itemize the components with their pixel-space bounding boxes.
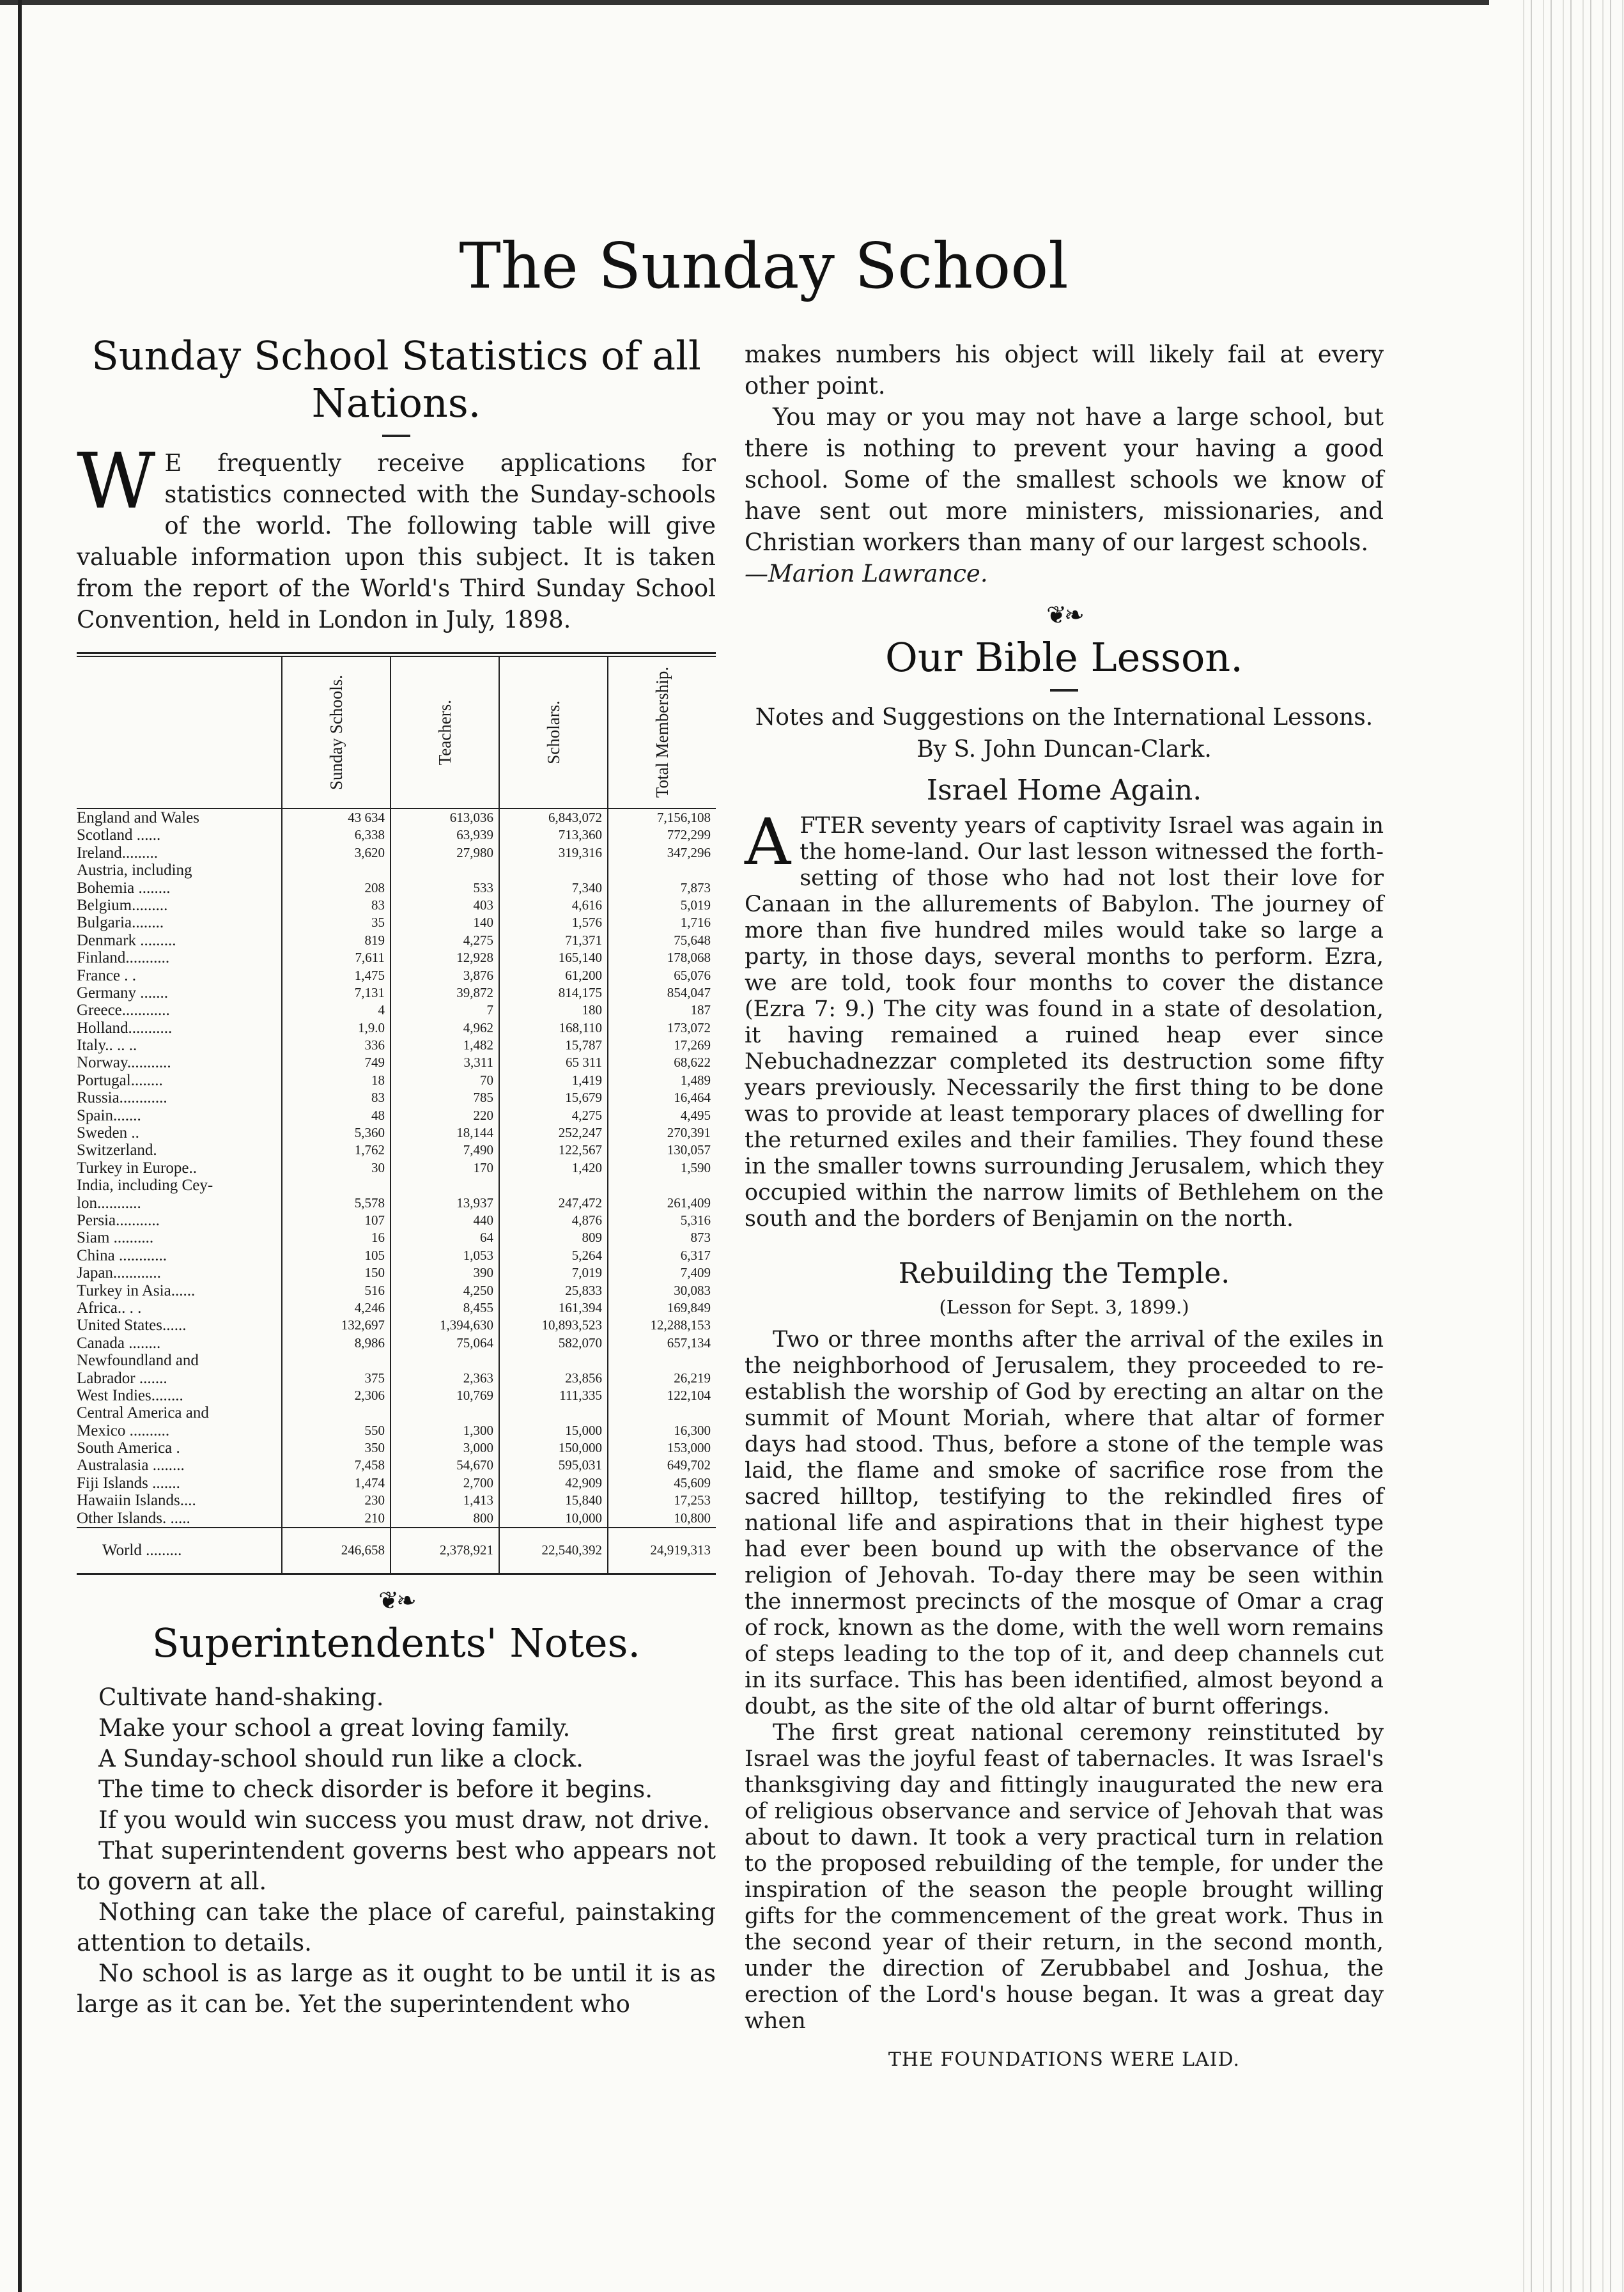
table-cell-teachers: 3,876 [463, 967, 493, 983]
table-cell-schools: 7,458 [354, 1457, 385, 1473]
country-name: Labrador ....... [77, 1369, 167, 1387]
table-cell-teachers: 3,000 [463, 1440, 493, 1456]
country-name: South America . [77, 1439, 180, 1457]
table-cell-scholars: 165,140 [558, 950, 602, 966]
country-name: Fiji Islands ....... [77, 1474, 180, 1492]
country-name: Switzerland. [77, 1142, 157, 1159]
statistics-heading: Sunday School Statistics of all Nations. [91, 332, 701, 426]
table-cell-total [608, 862, 711, 879]
table-cell-total: 657,134 [667, 1335, 711, 1351]
table-cell-teachers: 12,928 [456, 950, 493, 966]
table-cell-schools [282, 1352, 385, 1369]
table-cell-scholars: 10,893,523 [541, 1317, 602, 1333]
table-cell-total: 17,253 [674, 1492, 711, 1508]
part2-section [745, 1327, 1384, 2034]
table-cell-schools: 105 [364, 1247, 385, 1263]
table-cell-schools: 83 [371, 1090, 385, 1106]
table-cell-schools: 5,578 [354, 1195, 385, 1211]
table-cell-schools: 210 [364, 1510, 385, 1526]
table-cell-total: 187 [690, 1002, 711, 1018]
table-cell-total: 68,622 [674, 1055, 711, 1071]
table-cell-teachers: 75,064 [456, 1335, 493, 1351]
total-scholars: 22,540,392 [541, 1542, 602, 1558]
table-cell-scholars: 161,394 [558, 1299, 602, 1315]
page-left-border [18, 0, 22, 2292]
country-name: Persia........... [77, 1211, 160, 1229]
table-cell-schools: 6,338 [354, 827, 385, 843]
note-item: A Sunday-school should run like a clock. [98, 1745, 584, 1773]
table-cell-total: 122,104 [667, 1387, 711, 1403]
table-cell-teachers: 390 [473, 1265, 493, 1281]
table-cell-schools: 18 [371, 1072, 385, 1088]
table-cell-total: 45,609 [674, 1475, 711, 1491]
table-cell-scholars: 15,000 [565, 1422, 602, 1438]
table-cell-schools: 336 [364, 1037, 385, 1053]
bible-lesson-heading: Our Bible Lesson. [885, 634, 1243, 681]
country-name: Mexico .......... [77, 1421, 170, 1439]
heading-rule [1050, 689, 1078, 692]
country-name: lon........... [77, 1194, 141, 1212]
table-cell-schools: 83 [371, 897, 385, 913]
table-cell-teachers: 27,980 [456, 844, 493, 860]
country-name: Australasia ........ [77, 1457, 185, 1475]
table-cell-total: 7,409 [680, 1265, 711, 1281]
country-name: China ............ [77, 1246, 167, 1264]
left-column [77, 332, 716, 2020]
table-cell-teachers: 8,455 [463, 1299, 493, 1315]
table-cell-teachers: 10,769 [456, 1387, 493, 1403]
table-cell-teachers: 70 [480, 1072, 493, 1088]
table-cell-scholars: 150,000 [558, 1440, 602, 1456]
signature: —Marion Lawrance. [745, 560, 988, 587]
country-name: Norway........... [77, 1054, 171, 1072]
teachers-column [390, 809, 499, 1527]
table-cell-total: 65,076 [674, 967, 711, 983]
table-cell-schools: 1,475 [354, 967, 385, 983]
table-cell-scholars: 319,316 [558, 844, 602, 860]
note-item: The time to check disorder is before it begins. [98, 1776, 653, 1804]
table-cell-scholars [500, 1352, 602, 1369]
page-title: The Sunday School [459, 230, 1069, 303]
table-cell-total: 854,047 [667, 984, 711, 1000]
table-cell-scholars [500, 1404, 602, 1421]
table-cell-teachers [391, 862, 493, 879]
table-cell-schools: 132,697 [341, 1317, 385, 1333]
table-cell-teachers: 220 [473, 1107, 493, 1123]
table-cell-scholars: 111,335 [559, 1387, 602, 1403]
table-cell-teachers: 785 [473, 1090, 493, 1106]
table-cell-teachers: 1,413 [463, 1492, 493, 1508]
table-cell-teachers: 54,670 [456, 1457, 493, 1473]
table-cell-teachers: 4,250 [463, 1282, 493, 1298]
continuation-para-2: You may or you may not have a large school, but there is nothing to prevent your having a good school. Some of the smallest schools we know of have sent out more ministers, missionaries, and Christian workers than many of our largest schools. [745, 403, 1384, 556]
country-name: England and Wales [77, 809, 199, 826]
country-name: Turkey in Asia...... [77, 1282, 196, 1299]
page-top-border [0, 0, 1489, 5]
table-cell-total: 17,269 [674, 1037, 711, 1053]
table-cell-scholars: 1,419 [571, 1072, 602, 1088]
table-cell-total: 772,299 [667, 827, 711, 843]
table-cell-scholars: 5,264 [571, 1247, 602, 1263]
table-cell-teachers: 140 [473, 915, 493, 931]
column-header-teachers: Teachers. [390, 657, 499, 808]
table-cell-scholars: 582,070 [558, 1335, 602, 1351]
table-cell-total: 30,083 [674, 1282, 711, 1298]
total-teachers: 2,378,921 [440, 1542, 493, 1558]
superintendents-heading: Superintendents' Notes. [151, 1620, 641, 1667]
table-cell-scholars: 4,616 [571, 897, 602, 913]
table-cell-schools: 749 [364, 1055, 385, 1071]
table-cell-scholars: 180 [582, 1002, 602, 1018]
country-name: West Indies........ [77, 1386, 183, 1404]
schools-column [281, 809, 390, 1527]
table-cell-schools: 1,474 [354, 1475, 385, 1491]
table-cell-scholars: 7,340 [571, 879, 602, 895]
superintendents-notes [77, 1682, 716, 2020]
country-name: Sweden .. [77, 1124, 139, 1142]
country-name: Holland........... [77, 1019, 173, 1037]
table-cell-scholars [500, 1177, 602, 1194]
part1-text: AFTER seventy years of captivity Israel was again in the home-land. Our last lesson witnessed the forth-setting of those who had not lost their love for Canaan in the allurements of Babylon. The journey of more than five hundred miles would take so large a party, in those days, several months to perform. Ezra, we are told, took four months to cover the distance (Ezra 7: 9.) The city was found in a state of desolation, it having remained a ruined heap ever since Nebuchadnezzar completed its destruction some fifty years previously. Necessarily the first thing to be done was to provide at least temporary places of dwelling for the returned exiles and their families. They found these in the smaller towns surrounding Jerusalem, which they occupied within the narrow limits of Bethlehem on the south and the borders of Benjamin on the north. [745, 805, 1384, 1232]
table-cell-scholars: 713,360 [558, 827, 602, 843]
statistics-intro-text: E frequently receive applications for statistics connected with the Sunday-schools of the world. The following table will give valuable information upon this subject. It is taken from the report of the World's Third Sunday School Convention, held in London in July, 1898. [77, 449, 716, 633]
closing-caps: THE FOUNDATIONS WERE LAID. [888, 2048, 1241, 2071]
total-schools: 246,658 [341, 1542, 385, 1558]
country-name: Bulgaria........ [77, 914, 164, 932]
country-name: Denmark ......... [77, 931, 176, 949]
table-cell-schools: 1,762 [354, 1142, 385, 1158]
table-cell-scholars: 1,576 [571, 915, 602, 931]
table-cell-total: 873 [690, 1230, 711, 1246]
table-cell-teachers: 64 [480, 1230, 493, 1246]
country-name: Bohemia ........ [77, 879, 171, 897]
table-cell-teachers: 2,700 [463, 1475, 493, 1491]
table-cell-teachers: 1,482 [463, 1037, 493, 1053]
lesson-byline: By S. John Duncan-Clark. [916, 736, 1212, 763]
table-cell-teachers: 1,300 [463, 1422, 493, 1438]
table-top-rule [77, 652, 716, 657]
table-cell-schools: 35 [371, 915, 385, 931]
table-cell-scholars: 1,420 [571, 1159, 602, 1175]
right-column [745, 339, 1384, 2071]
table-cell-total: 153,000 [667, 1440, 711, 1456]
total-row-label: World ......... [102, 1542, 182, 1560]
table-cell-total: 6,317 [680, 1247, 711, 1263]
total-membership: 24,919,313 [650, 1542, 711, 1558]
country-name: Africa.. . . [77, 1299, 142, 1317]
table-cell-teachers: 533 [473, 879, 493, 895]
country-name: France . . [77, 966, 137, 984]
drop-cap-a: A [745, 805, 791, 879]
table-cell-total: 178,068 [667, 950, 711, 966]
country-name: Russia............ [77, 1089, 167, 1107]
table-cell-scholars: 10,000 [565, 1510, 602, 1526]
table-cell-teachers: 1,053 [463, 1247, 493, 1263]
table-cell-schools: 230 [364, 1492, 385, 1508]
country-name: Germany ....... [77, 984, 169, 1002]
part2-para-1: Two or three months after the arrival of the exiles in the neighborhood of Jerusalem, they proceeded to re-establish the worship of God by erecting an altar on the summit of Mount Moriah, where that altar of former days had stood. Thus, before a stone of the temple was laid, the flame and smoke of sacrifice rose from the sacred hilltop, testifying to the rekindled fires of national life and aspirations that in their highest type had ever been bound up with the observance of the religion of Jehovah. To-day there may be seen within the innermost precincts of the mosque of Omar a crag of rock, known as the dome, with the well worn remains of steps leading to the top of it, and deep channels cut in its surface. This has been identified, almost beyond a doubt, as the site of the old altar of burnt offerings. [745, 1327, 1384, 1719]
table-cell-total: 130,057 [667, 1142, 711, 1158]
table-cell-schools: 208 [364, 879, 385, 895]
lesson-subtitle: Notes and Suggestions on the International Lessons. [755, 704, 1373, 731]
table-cell-total: 1,590 [680, 1159, 711, 1175]
country-name: India, including Cey- [77, 1177, 213, 1195]
table-cell-teachers: 63,939 [456, 827, 493, 843]
table-cell-scholars: 15,840 [565, 1492, 602, 1508]
table-cell-total: 75,648 [674, 932, 711, 948]
country-name: Hawaiin Islands.... [77, 1492, 196, 1510]
table-cell-scholars: 4,876 [571, 1212, 602, 1228]
country-name: Italy.. .. .. [77, 1037, 137, 1055]
table-cell-scholars: 814,175 [558, 984, 602, 1000]
country-name: Greece............ [77, 1002, 170, 1019]
table-cell-scholars: 23,856 [565, 1370, 602, 1386]
drop-cap-w: W [77, 437, 156, 526]
note-item: Nothing can take the place of careful, painstaking attention to details. [77, 1898, 716, 1957]
table-cell-scholars: 15,787 [565, 1037, 602, 1053]
country-name: Central America and [77, 1404, 209, 1422]
table-cell-schools: 819 [364, 932, 385, 948]
part1-section [745, 805, 1384, 1232]
table-cell-teachers: 613,036 [449, 810, 493, 825]
table-cell-schools [282, 1404, 385, 1421]
country-name: Spain....... [77, 1106, 141, 1124]
table-total-row [77, 1527, 716, 1575]
table-cell-teachers: 13,937 [456, 1195, 493, 1211]
table-cell-total: 26,219 [674, 1370, 711, 1386]
table-cell-scholars: 122,567 [558, 1142, 602, 1158]
table-cell-total: 16,300 [674, 1422, 711, 1438]
table-cell-scholars [500, 862, 602, 879]
country-name: Japan............ [77, 1264, 161, 1282]
table-cell-total: 4,495 [680, 1107, 711, 1123]
table-cell-teachers: 18,144 [456, 1125, 493, 1141]
table-cell-total: 7,873 [680, 879, 711, 895]
table-cell-schools: 550 [364, 1422, 385, 1438]
scholars-column [499, 809, 607, 1527]
note-item: Make your school a great loving family. [98, 1714, 571, 1742]
table-cell-schools: 2,306 [354, 1387, 385, 1403]
table-cell-scholars: 168,110 [559, 1019, 602, 1035]
table-cell-total: 649,702 [667, 1457, 711, 1473]
table-cell-total [608, 1352, 711, 1369]
table-cell-scholars: 247,472 [558, 1195, 602, 1211]
column-header-schools: Sunday Schools. [281, 657, 390, 808]
table-cell-schools [282, 862, 385, 879]
table-cell-schools: 4,246 [354, 1299, 385, 1315]
table-cell-teachers [391, 1352, 493, 1369]
part1-heading: Israel Home Again. [926, 774, 1202, 807]
table-cell-total: 169,849 [667, 1299, 711, 1315]
table-cell-schools: 30 [371, 1159, 385, 1175]
ornament-divider: ❦❧ [1046, 601, 1082, 629]
table-cell-teachers: 403 [473, 897, 493, 913]
note-item: If you would win success you must draw, not drive. [98, 1806, 710, 1834]
table-cell-scholars: 42,909 [565, 1475, 602, 1491]
table-cell-scholars: 65 311 [566, 1055, 602, 1071]
table-cell-teachers: 1,394,630 [440, 1317, 493, 1333]
part2-date: (Lesson for Sept. 3, 1899.) [939, 1296, 1189, 1318]
table-body [77, 809, 716, 1527]
table-cell-total: 347,296 [667, 844, 711, 860]
continuation-para-1: makes numbers his object will likely fail at every other point. [745, 341, 1384, 399]
table-cell-schools: 1,9.0 [358, 1019, 385, 1035]
table-cell-scholars: 15,679 [565, 1090, 602, 1106]
table-cell-schools: 516 [364, 1282, 385, 1298]
table-cell-scholars: 252,247 [558, 1125, 602, 1141]
table-cell-schools: 150 [364, 1265, 385, 1281]
country-name: Scotland ...... [77, 826, 161, 844]
table-cell-teachers: 4,962 [463, 1019, 493, 1035]
country-column [77, 809, 281, 1527]
statistics-table [77, 652, 716, 1575]
country-name: Ireland......... [77, 844, 159, 862]
table-cell-schools: 5,360 [354, 1125, 385, 1141]
table-cell-total [608, 1404, 711, 1421]
country-name: Austria, including [77, 862, 192, 879]
country-name: Newfoundland and [77, 1352, 199, 1370]
table-cell-teachers: 800 [473, 1510, 493, 1526]
table-cell-total: 7,156,108 [657, 810, 711, 825]
part2-para-2: The first great national ceremony reinstituted by Israel was the joyful feast of tabernacles. It was Israel's thanksgiving day and fittingly inaugurated the new era of religious observance and service of Jehovah that was about to dawn. It took a very practical turn in relation to the proposed rebuilding of the temple, for under the inspiration of the season the people brought willing gifts for the commencement of the great work. Thus in the second year of their return, in the second month, under the direction of Zerubbabel and Joshua, the erection of the Lord's house began. It was a great day when [745, 1720, 1384, 2034]
table-cell-teachers: 2,363 [463, 1370, 493, 1386]
table-cell-total: 1,716 [680, 915, 711, 931]
table-cell-teachers [391, 1177, 493, 1194]
table-cell-scholars: 7,019 [571, 1265, 602, 1281]
country-name: Finland........... [77, 949, 170, 967]
statistics-intro [77, 437, 716, 635]
table-cell-scholars: 6,843,072 [548, 810, 602, 825]
table-cell-schools: 7,131 [354, 984, 385, 1000]
column-header-scholars: Scholars. [499, 657, 607, 808]
table-cell-scholars: 71,371 [565, 932, 602, 948]
note-item: Cultivate hand-shaking. [98, 1684, 384, 1712]
country-name: Canada ........ [77, 1334, 161, 1352]
note-item: That superintendent governs best who appears not to govern at all. [77, 1837, 716, 1896]
country-name: United States...... [77, 1317, 187, 1335]
table-cell-total [608, 1177, 711, 1194]
column-header-total: Total Membership. [607, 657, 716, 808]
table-cell-scholars: 595,031 [558, 1457, 602, 1473]
table-cell-scholars: 4,275 [571, 1107, 602, 1123]
country-name: Siam .......... [77, 1229, 154, 1247]
table-cell-teachers [391, 1404, 493, 1421]
table-cell-schools: 43 634 [348, 810, 385, 825]
table-cell-teachers: 3,311 [463, 1055, 493, 1071]
total-column [607, 809, 716, 1527]
table-cell-total: 10,800 [674, 1510, 711, 1526]
table-cell-total: 261,409 [667, 1195, 711, 1211]
table-cell-total: 5,019 [680, 897, 711, 913]
table-cell-teachers: 7,490 [463, 1142, 493, 1158]
table-cell-total: 173,072 [667, 1019, 711, 1035]
country-name: Other Islands. ..... [77, 1509, 190, 1527]
table-cell-total: 1,489 [680, 1072, 711, 1088]
table-cell-schools: 375 [364, 1370, 385, 1386]
table-cell-teachers: 170 [473, 1159, 493, 1175]
table-cell-schools: 7,611 [355, 950, 385, 966]
table-cell-scholars: 25,833 [565, 1282, 602, 1298]
heading-rule [382, 435, 410, 437]
table-cell-scholars: 809 [582, 1230, 602, 1246]
table-cell-schools: 48 [371, 1107, 385, 1123]
table-cell-schools: 4 [378, 1002, 385, 1018]
table-cell-scholars: 61,200 [565, 967, 602, 983]
note-item: No school is as large as it ought to be until it is as large as it can be. Yet the superintendent who [77, 1960, 716, 2018]
table-cell-schools: 107 [364, 1212, 385, 1228]
table-cell-schools [282, 1177, 385, 1194]
table-cell-total: 16,464 [674, 1090, 711, 1106]
page-binding-edge [1519, 0, 1624, 2292]
part2-heading: Rebuilding the Temple. [898, 1257, 1230, 1290]
table-cell-schools: 350 [364, 1440, 385, 1456]
table-cell-schools: 8,986 [354, 1335, 385, 1351]
table-cell-schools: 16 [371, 1230, 385, 1246]
ornament-divider: ❦❧ [378, 1586, 414, 1615]
table-cell-schools: 3,620 [354, 844, 385, 860]
table-cell-total: 270,391 [667, 1125, 711, 1141]
country-name: Turkey in Europe.. [77, 1159, 197, 1177]
country-name: Belgium......... [77, 896, 168, 914]
table-cell-total: 12,288,153 [650, 1317, 711, 1333]
table-cell-teachers: 4,275 [463, 932, 493, 948]
table-cell-teachers: 7 [486, 1002, 493, 1018]
table-cell-teachers: 440 [473, 1212, 493, 1228]
table-cell-total: 5,316 [680, 1212, 711, 1228]
table-cell-teachers: 39,872 [456, 984, 493, 1000]
country-name: Portugal........ [77, 1071, 163, 1089]
table-header [77, 657, 716, 809]
